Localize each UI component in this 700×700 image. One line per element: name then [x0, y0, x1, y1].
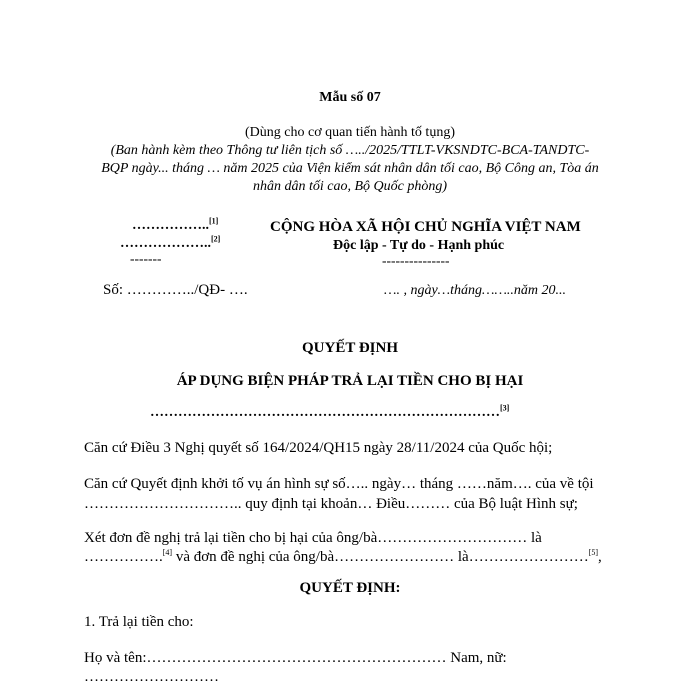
recipient-name-line: Họ và tên:…………………………………………………… Nam, nữ: — [84, 650, 507, 666]
decision-title: QUYẾT ĐỊNH — [302, 340, 398, 356]
document-number: Số: …………../QĐ- …. — [103, 282, 248, 298]
national-motto: Độc lập - Tự do - Hạnh phúc — [333, 238, 505, 253]
decision-heading: QUYẾT ĐỊNH: — [299, 580, 401, 596]
consideration-line-1: Xét đơn đề nghị trả lại tiền cho bị hại của ông/bà………………………… là — [84, 530, 542, 546]
place-date-line: …. , ngày…tháng……..năm 20... — [384, 283, 567, 298]
footnote-ref-4: [4] — [162, 548, 173, 557]
right-divider: --------------- — [382, 253, 450, 268]
agency-name-1: ……………..[1] — [132, 216, 219, 233]
footnote-ref-5: [5] — [588, 548, 599, 557]
decision-subject: ÁP DỤNG BIỆN PHÁP TRẢ LẠI TIỀN CHO BỊ HẠI — [176, 373, 524, 389]
agency-name-2: ………………..[2] — [120, 234, 221, 251]
recipient-gender-line: ……………………… — [84, 669, 219, 685]
footnote-ref-2: [2] — [211, 234, 221, 244]
issuance-line-3: nhân dân tối cao, Bộ Quốc phòng) — [252, 179, 448, 194]
footnote-ref-3: [3] — [500, 403, 510, 413]
left-divider: ------- — [130, 251, 162, 266]
issuing-authority: …………………………………………………………………[3] — [150, 403, 510, 420]
legal-basis-1: Căn cứ Điều 3 Nghị quyết số 164/2024/QH15 ngày 28/11/2024 của Quốc hội; — [84, 440, 553, 456]
form-number: Mẫu số 07 — [319, 90, 381, 105]
usage-note: (Dùng cho cơ quan tiến hành tố tụng) — [245, 125, 455, 140]
issuance-line-2: BQP ngày... tháng … năm 2025 của Viện kiểm sát nhân dân tối cao, Bộ Công an, Tòa án — [101, 161, 599, 176]
footnote-ref-1: [1] — [209, 216, 219, 226]
legal-basis-2-line-1: Căn cứ Quyết định khởi tố vụ án hình sự số….. ngày… tháng ……năm…. của về tội — [84, 476, 594, 492]
item-1: 1. Trả lại tiền cho: — [84, 614, 194, 630]
issuance-line-1: (Ban hành kèm theo Thông tư liên tịch số …../2025/TTLT-VKSNDTC-BCA-TANDTC- — [110, 143, 590, 158]
consideration-line-2: …………….[4] và đơn đề nghị của ông/bà…………………… là……………………[5], — [84, 548, 602, 565]
country-name: CỘNG HÒA XÃ HỘI CHỦ NGHĨA VIỆT NAM — [270, 219, 581, 235]
legal-basis-2-line-2: ………………………….. quy định tại khoản… Điều……… của Bộ luật Hình sự; — [84, 496, 578, 512]
